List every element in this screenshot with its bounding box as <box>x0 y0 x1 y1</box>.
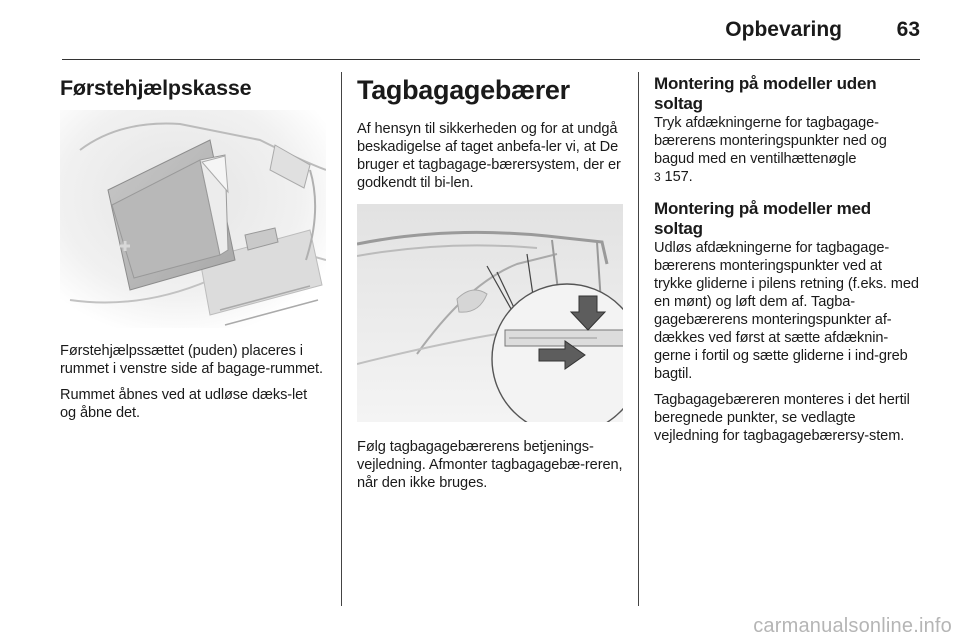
column-mounting <box>654 74 924 445</box>
paragraph-roof-rack-instructions: Følg tagbagagebærerens betjenings-vejledning. Afmonter tagbagagebæ-reren, når den ikke bruges. <box>357 439 623 491</box>
column-roof-rack <box>357 74 623 492</box>
paragraph-mounting-attach: Tagbagagebæreren monteres i det hertil beregnede punkter, se vedlagte vejledning for tagbagagebærersy-stem. <box>654 392 910 444</box>
roof-rack-illustration <box>357 204 623 422</box>
heading-mounting-no-sunroof: Montering på modeller uden soltag <box>654 74 877 113</box>
mounting-no-sunroof-text: Tryk afdækningerne for tagbagage-bærerens monteringspunkter ned og bagud med en ventilhættenøgle <box>654 115 887 167</box>
section-title: Opbevaring <box>725 18 842 41</box>
heading-roof-rack: Tagbagagebærer <box>357 75 570 105</box>
heading-first-aid: Førstehjælpskasse <box>60 76 252 100</box>
page-header <box>62 0 920 60</box>
paragraph-roof-rack-intro: Af hensyn til sikkerheden og for at undgå beskadigelse af taget anbefa-ler vi, at De bruger et tagbagage-bærersystem, der er godkendt til bi-len. <box>357 121 621 191</box>
paragraph-first-aid-location: Førstehjælpssættet (puden) placeres i rummet i venstre side af bagage-rummet. <box>60 343 323 377</box>
page-number: 63 <box>896 18 920 41</box>
paragraph-first-aid-open: Rummet åbnes ved at udløse dæks-let og åbne det. <box>60 387 308 421</box>
column-first-aid <box>60 74 326 422</box>
page-reference-number: 157. <box>664 169 693 185</box>
column-divider-left <box>341 72 342 606</box>
first-aid-kit-illustration <box>60 110 326 328</box>
watermark: carmanualsonline.info <box>753 615 952 637</box>
paragraph-mounting-with-sunroof: Udløs afdækningerne for tagbagage-bærerens monteringspunkter ved at trykke gliderne i pilens retning (f.eks. med en mønt) og løft dem af. Tagba-gagebærerens monteringspunkter af-dækkes ved først at sætte afdæknin-gerne i fortil og sætte gliderne i ind-greb bagtil. <box>654 240 919 382</box>
column-divider-right <box>638 72 639 606</box>
heading-mounting-with-sunroof: Montering på modeller med soltag <box>654 199 871 238</box>
page-reference-icon: 3 <box>654 170 661 184</box>
paragraph-mounting-no-sunroof <box>654 114 924 186</box>
